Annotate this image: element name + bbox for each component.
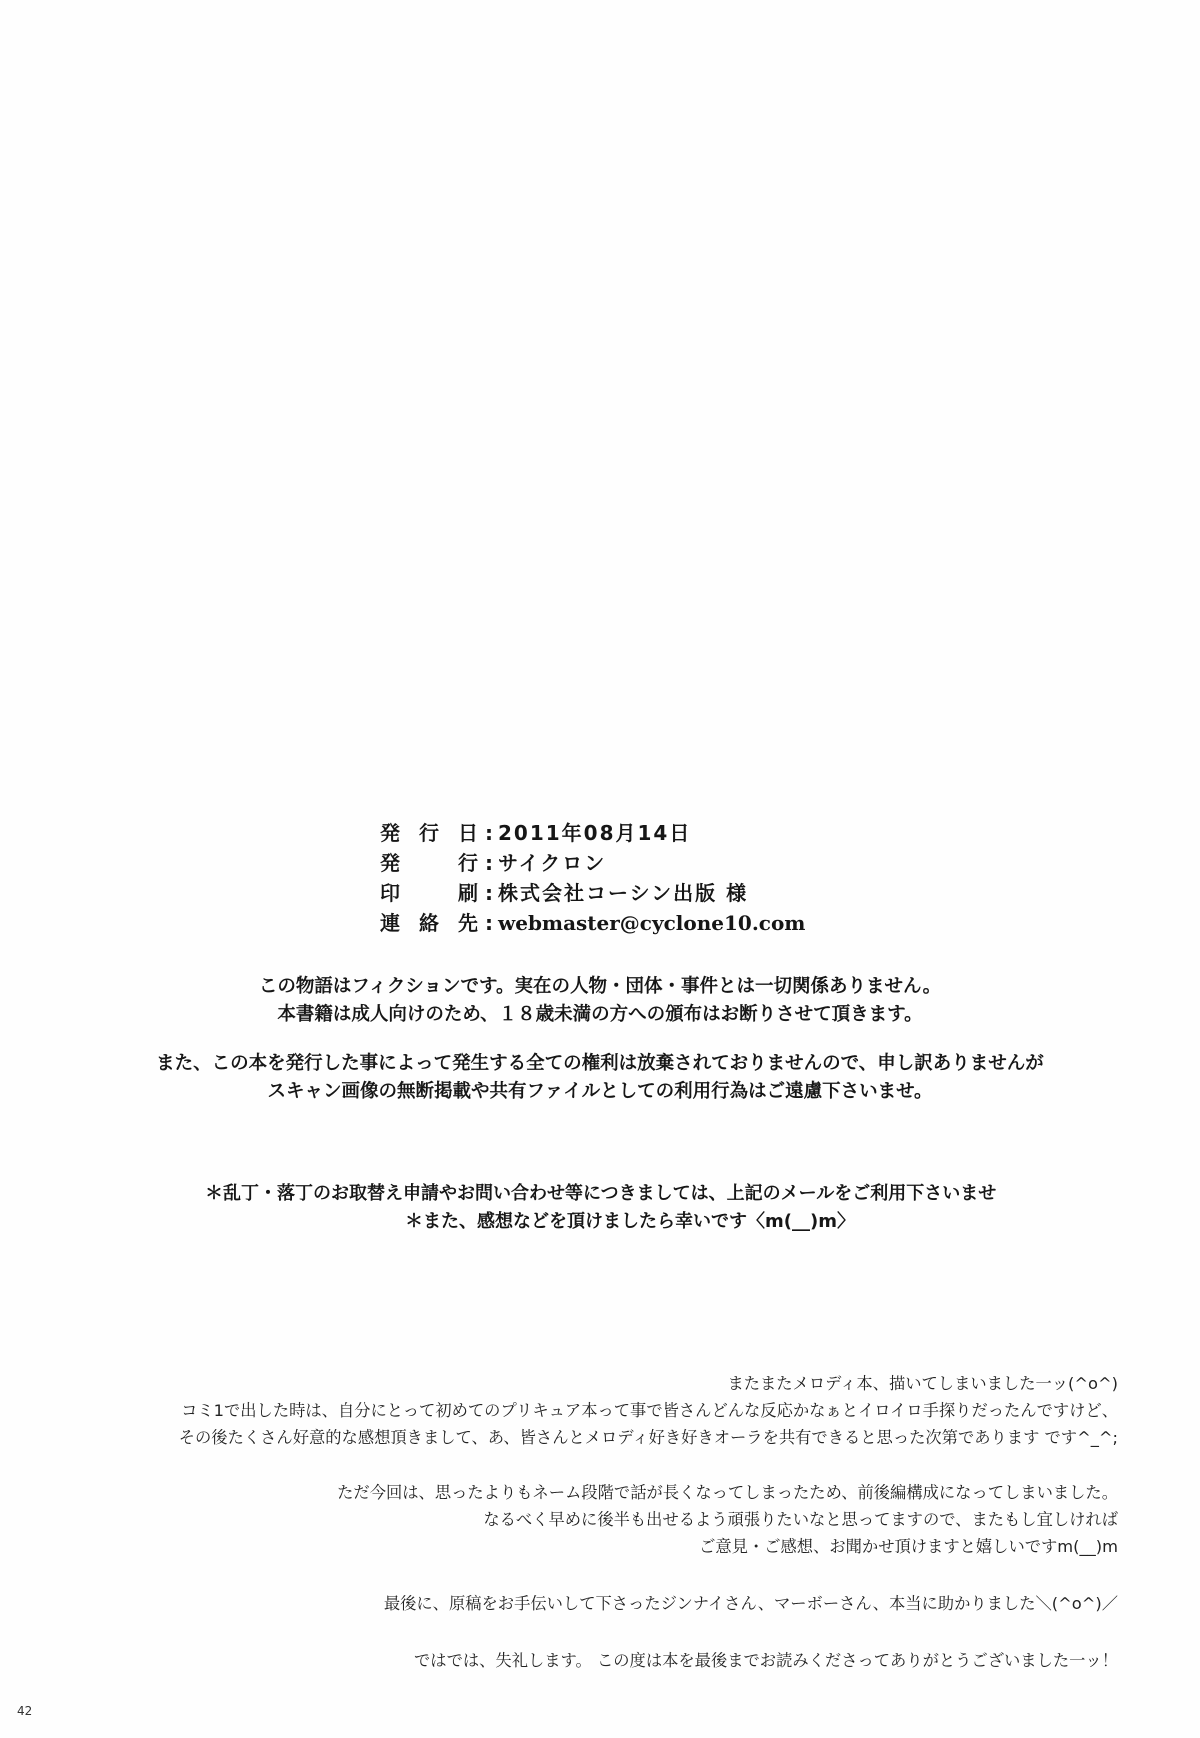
paragraph-gap bbox=[38, 1451, 1118, 1479]
afterword-p1-line-2: コミ1で出した時は、自分にとって初めてのプリキュア本って事で皆さんどんな反応かなぁとイロイロ手探りだったんですけど、 bbox=[181, 1401, 1118, 1420]
printer-value: 株式会社コーシン出版 様 bbox=[498, 881, 749, 905]
contact-requests bbox=[205, 1180, 996, 1236]
contact-label: 連絡先 bbox=[380, 911, 480, 935]
contact-email: webmaster@cyclone10.com bbox=[498, 911, 806, 935]
publisher-separator: : bbox=[485, 851, 493, 875]
afterword-p2-line-1: ただ今回は、思ったよりもネーム段階で話が長くなってしまったため、前後編構成になってしまいました。 bbox=[337, 1483, 1118, 1502]
paragraph-gap bbox=[38, 1560, 1118, 1590]
issue-date-label: 発行日 bbox=[380, 821, 480, 845]
afterword-p1-line-1: またまたメロディ本、描いてしまいました一ッ(^o^) bbox=[727, 1374, 1118, 1393]
rights-line-1: また、この本を発行した事によって発生する全ての権利は放棄されておりませんので、申し訳ありませんが bbox=[156, 1053, 1044, 1074]
rights-notice bbox=[0, 1050, 1200, 1106]
request-line-2: ＊また、感想などを頂けましたら幸いです〈m(__)m〉 bbox=[405, 1211, 855, 1232]
page-number: 42 bbox=[17, 1704, 33, 1718]
afterword-thanks: 最後に、原稿をお手伝いして下さったジンナイさん、マーボーさん、本当に助かりました＼(^o^)／ bbox=[383, 1594, 1118, 1613]
disclaimer-line-2: 本書籍は成人向けのため、１８歳未満の方への頒布はお断りさせて頂きます。 bbox=[277, 1004, 923, 1025]
printer-separator: : bbox=[485, 881, 493, 905]
request-line-1: ＊乱丁・落丁のお取替え申請やお問い合わせ等につきましては、上記のメールをご利用下さいませ bbox=[205, 1183, 997, 1204]
author-afterword bbox=[38, 1370, 1118, 1674]
colophon bbox=[380, 818, 940, 938]
colophon-contact bbox=[380, 908, 940, 938]
publisher-label: 発行 bbox=[380, 851, 480, 875]
rights-line-2: スキャン画像の無断掲載や共有ファイルとしての利用行為はご遠慮下さいませ。 bbox=[267, 1081, 933, 1102]
issue-date-separator: : bbox=[485, 821, 493, 845]
fiction-disclaimer bbox=[0, 973, 1200, 1029]
afterword-closing: ではでは、失礼します。 この度は本を最後までお読みくださってありがとうございました一ッ！ bbox=[414, 1651, 1118, 1670]
contact-separator: : bbox=[485, 911, 493, 935]
colophon-issue-date bbox=[380, 818, 940, 848]
colophon-printer bbox=[380, 878, 940, 908]
afterword-p2-line-2: なるべく早めに後半も出せるよう頑張りたいなと思ってますので、またもし宜しければ bbox=[483, 1510, 1118, 1529]
disclaimer-line-1: この物語はフィクションです。実在の人物・団体・事件とは一切関係ありません。 bbox=[258, 976, 942, 997]
afterword-p2-line-3: ご意見・ご感想、お聞かせ頂けますと嬉しいですm(__)m bbox=[699, 1537, 1118, 1556]
issue-date-value: 2011年08月14日 bbox=[498, 821, 692, 845]
printer-label: 印刷 bbox=[380, 881, 480, 905]
colophon-publisher bbox=[380, 848, 940, 878]
paragraph-gap bbox=[38, 1617, 1118, 1647]
afterword-p1-line-3: その後たくさん好意的な感想頂きまして、あ、皆さんとメロディ好き好きオーラを共有できると思った次第であります です^_^; bbox=[178, 1428, 1118, 1447]
publisher-value: サイクロン bbox=[498, 851, 607, 875]
